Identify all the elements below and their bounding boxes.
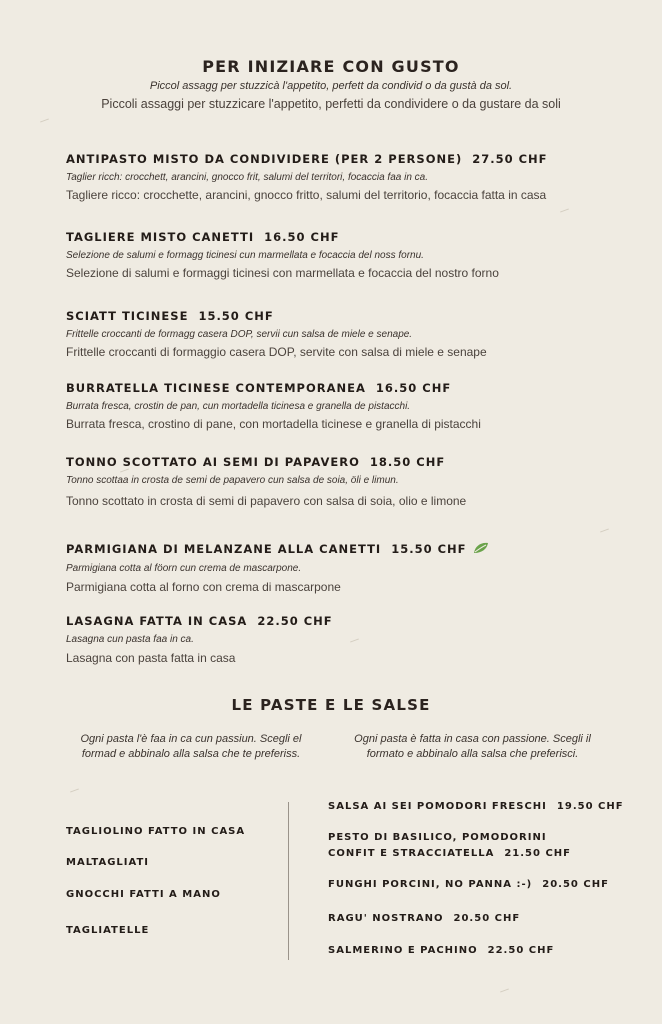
paper-texture — [500, 988, 509, 992]
menu-item — [66, 614, 333, 665]
dish-name: ANTIPASTO MISTO DA CONDIVIDERE (PER 2 PERSONE) — [66, 152, 463, 166]
section-title-pasta: LE PASTE E LE SALSE — [231, 696, 431, 714]
pasta-shape-item: GNOCCHI FATTI A MANO — [66, 889, 221, 900]
pasta-shape-item: TAGLIOLINO FATTO IN CASA — [66, 826, 246, 837]
dish-title — [66, 455, 466, 469]
section-subtitle-italian: Piccoli assaggi per stuzzicare l'appetito, perfetti da condividere o da gustare da soli — [101, 97, 561, 111]
sauce-price: 20.50 CHF — [542, 879, 609, 890]
sauce-price: 19.50 CHF — [556, 801, 624, 812]
dish-description-dialect: Parmigiana cotta al föorn cun crema de mascarpone. — [66, 563, 302, 574]
dish-title — [66, 230, 499, 244]
sauce-price: 20.50 CHF — [453, 913, 521, 924]
dish-title — [66, 614, 333, 628]
menu-item — [66, 309, 487, 359]
dish-description-italian: Selezione di salumi e formaggi ticinesi con marmellata e focaccia del nostro forno — [66, 266, 499, 280]
pasta-intro-italian: Ogni pasta è fatta in casa con passione. Scegli il formato e abbinalo alla salsa che preferisci. — [354, 733, 591, 760]
sauce-item — [328, 911, 628, 927]
sauce-name: SALSA AI SEI POMODORI FRESCHI — [328, 801, 547, 812]
dish-title — [66, 381, 481, 395]
paper-texture — [350, 638, 359, 642]
dish-price: 16.50 CHF — [264, 230, 340, 244]
pasta-shape-item: TAGLIATELLE — [66, 925, 150, 936]
menu-item — [66, 542, 489, 594]
sauce-item — [328, 799, 628, 815]
dish-description-dialect: Selezione de salumi e formagg ticinesi cun marmellata e focaccia del noss fornu. — [66, 250, 424, 261]
paper-texture — [560, 208, 569, 212]
dish-price: 18.50 CHF — [369, 455, 446, 469]
sauce-item — [328, 830, 598, 862]
sauce-name: RAGU' NOSTRANO — [328, 913, 444, 924]
menu-item — [66, 152, 548, 202]
sauce-item — [328, 943, 628, 959]
dish-price: 15.50 CHF — [198, 309, 274, 323]
paper-texture — [70, 788, 79, 792]
dish-title — [66, 152, 548, 166]
dish-title — [66, 309, 487, 323]
dish-description-italian: Burrata fresca, crostino di pane, con mortadella ticinese e granella di pistacchi — [66, 417, 481, 431]
sauce-price: 22.50 CHF — [487, 945, 555, 956]
dish-name: SCIATT TICINESE — [66, 309, 189, 323]
dish-name: BURRATELLA TICINESE CONTEMPORANEA — [66, 381, 366, 395]
dish-description-italian: Parmigiana cotta al forno con crema di mascarpone — [66, 580, 341, 594]
dish-description-italian: Tonno scottato in crosta di semi di papavero con salsa di soia, olio e limone — [66, 494, 467, 508]
menu-item — [66, 455, 466, 508]
menu-item — [66, 230, 499, 280]
dish-name: TONNO SCOTTATO AI SEMI DI PAPAVERO — [66, 455, 360, 469]
dish-name: LASAGNA FATTA IN CASA — [66, 614, 248, 628]
sauce-name: SALMERINO E PACHINO — [328, 945, 478, 956]
dish-description-dialect: Tonno scottaa in crosta de semi de papavero cun salsa de soia, öli e limun. — [66, 475, 399, 486]
section-title-starters: PER INIZIARE CON GUSTO — [202, 57, 460, 76]
dish-price: 27.50 CHF — [472, 152, 548, 166]
dish-price: 16.50 CHF — [375, 381, 452, 395]
dish-description-dialect: Burrata fresca, crostin de pan, cun mortadella ticinesa e granella de pistacchi. — [66, 401, 411, 412]
dish-description-italian: Tagliere ricco: crocchette, arancini, gnocco fritto, salumi del territorio, focaccia fatta in casa — [66, 188, 547, 202]
dish-name: PARMIGIANA DI MELANZANE ALLA CANETTI — [66, 542, 382, 556]
sauce-name: FUNGHI PORCINI, NO PANNA :-) — [328, 879, 533, 890]
dish-title — [66, 542, 489, 557]
dish-price: 15.50 CHF — [391, 542, 467, 556]
pasta-shape-item: MALTAGLIATI — [66, 857, 149, 868]
dish-name: TAGLIERE MISTO CANETTI — [66, 230, 255, 244]
dish-description-italian: Lasagna con pasta fatta in casa — [66, 651, 236, 665]
leaf-icon — [473, 542, 489, 557]
dish-description-dialect: Frittelle croccanti de formagg casera DOP, servii cun salsa de miele e senape. — [66, 329, 413, 340]
paper-texture — [600, 528, 609, 532]
paper-texture — [40, 118, 49, 122]
sauce-name: PESTO DI BASILICO, POMODORINI CONFIT E STRACCIATELLA — [328, 832, 547, 859]
section-subtitle-dialect: Piccol assagg per stuzzicà l'appetito, perfett da condivid o da gustà da sol. — [149, 80, 513, 92]
dish-description-italian: Frittelle croccanti di formaggio casera DOP, servite con salsa di miele e senape — [66, 345, 487, 359]
column-divider — [288, 802, 289, 960]
sauce-price: 21.50 CHF — [504, 848, 571, 859]
menu-item — [66, 381, 481, 431]
sauce-item — [328, 877, 628, 893]
pasta-intro-dialect: Ogni pasta l'è faa in ca cun passiun. Scegli el formad e abbinalo alla salsa che te preferiss. — [80, 733, 302, 760]
dish-description-dialect: Lasagna cun pasta faa in ca. — [66, 634, 194, 645]
dish-price: 22.50 CHF — [257, 614, 333, 628]
dish-description-dialect: Taglier ricch: crocchett, arancini, gnocco frit, salumi del territori, focaccia faa in ca. — [66, 172, 429, 183]
